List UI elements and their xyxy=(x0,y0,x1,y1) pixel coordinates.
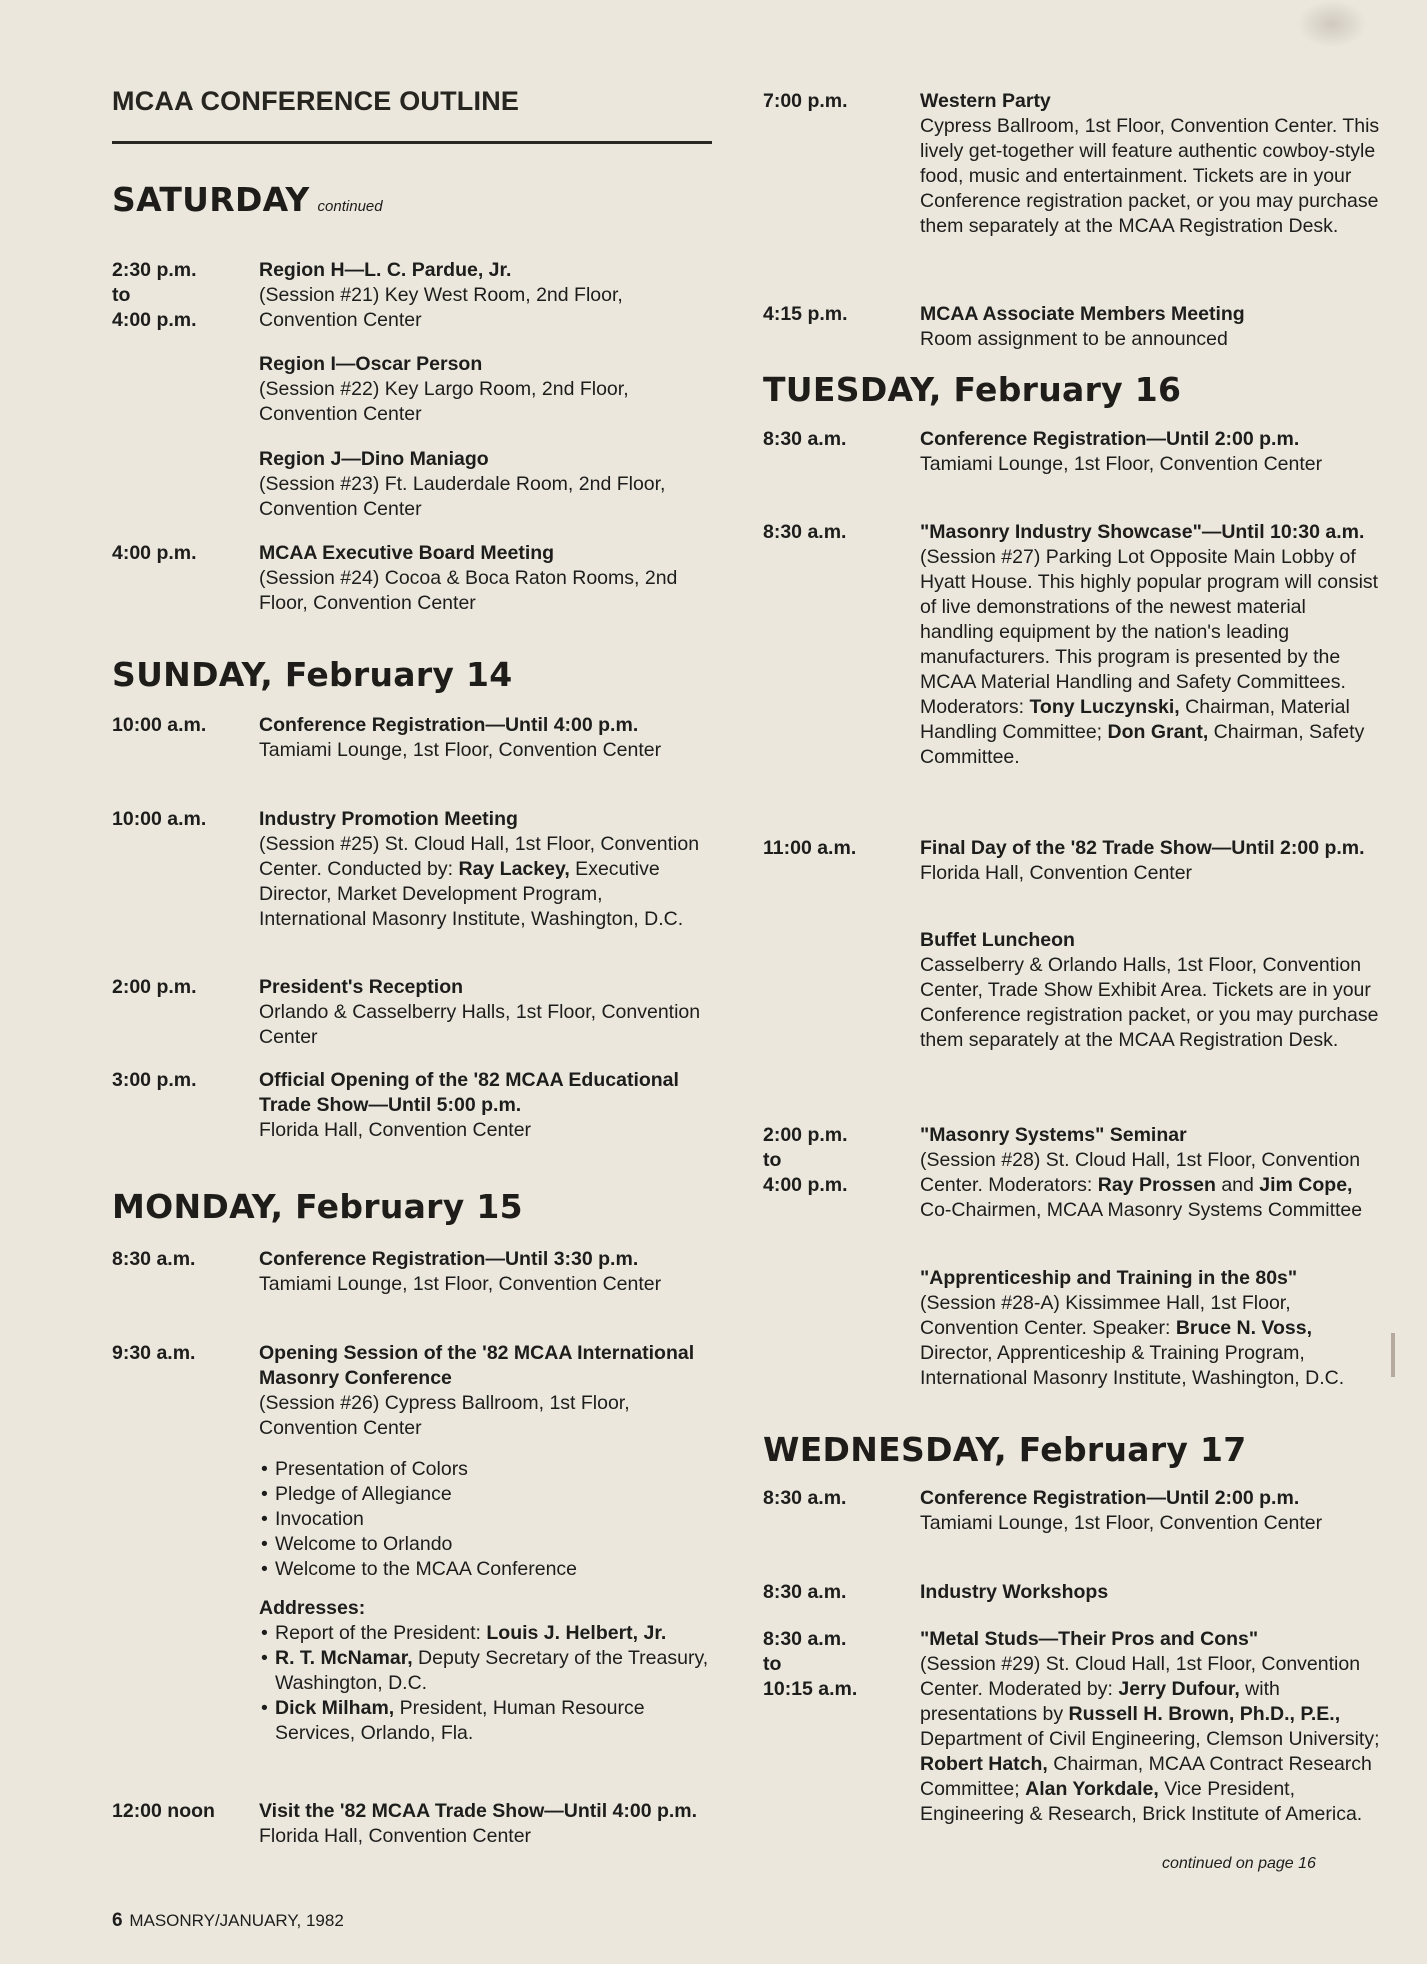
entry-time: 4:00 p.m. xyxy=(112,542,197,564)
entry-description: (Session #28) St. Cloud Hall, 1st Floor, Convention Center. Moderators: Ray Prossen and Jim Cope, Co-Chairmen, MCAA Masonry Systems Committee xyxy=(920,1149,1363,1221)
entry-description: (Session #25) St. Cloud Hall, 1st Floor, Convention Center. Conducted by: Ray Lackey, Executive Director, Market Development Program, International Masonry Institute, Washington, D.C. xyxy=(259,833,700,930)
entry-time: 2:00 p.m. xyxy=(112,976,197,998)
entry-time: 3:00 p.m. xyxy=(112,1069,197,1091)
entry-description: (Session #23) Ft. Lauderdale Room, 2nd Floor, Convention Center xyxy=(259,473,666,520)
entry-description: (Session #21) Key West Room, 2nd Floor, Convention Center xyxy=(259,284,623,331)
entry-title: Opening Session of the '82 MCAA International Masonry Conference xyxy=(259,1342,695,1389)
entry-title: Industry Workshops xyxy=(920,1581,1109,1603)
entry-time: 8:30 a.m. xyxy=(763,1487,847,1509)
list-item: • Dick Milham, President, Human Resource Services, Orlando, Fla. xyxy=(259,1696,709,1746)
entry-time: 11:00 a.m. xyxy=(763,837,857,859)
entry-time: 2:00 p.m. to 4:00 p.m. xyxy=(763,1124,848,1196)
list-item: • Invocation xyxy=(259,1507,709,1532)
entry-time: 2:30 p.m. to 4:00 p.m. xyxy=(112,259,197,331)
person-name: Dick Milham, xyxy=(275,1697,395,1719)
monday-heading: MONDAY, February 15 xyxy=(112,1187,523,1226)
page-title: MCAA CONFERENCE OUTLINE xyxy=(112,86,520,116)
entry-title: "Metal Studs—Their Pros and Cons" xyxy=(920,1628,1259,1650)
entry-title: Region J—Dino Maniago xyxy=(259,448,489,470)
entry-description: Florida Hall, Convention Center xyxy=(259,1119,532,1141)
entry-description: Room assignment to be announced xyxy=(920,328,1228,350)
entry-description: Tamiami Lounge, 1st Floor, Convention Center xyxy=(259,739,662,761)
entry-title: Final Day of the '82 Trade Show—Until 2:00 p.m. xyxy=(920,837,1365,859)
entry-time: 8:30 a.m. xyxy=(112,1248,196,1270)
person-name: Ray Lackey, xyxy=(458,858,570,880)
entry-description: (Session #27) Parking Lot Opposite Main Lobby of Hyatt House. This highly popular program will consist of live demonstrations of the newest material handling equipment by the nation's leading manufacturers. This program is presented by the MCAA Material Handling and Safety Committees. Moderators: Tony Luczynski, Chairman, Material Handling Committee; Don Grant, Chairman, Safety Committee. xyxy=(920,546,1379,768)
addresses-list xyxy=(259,1621,709,1746)
entry-title: "Masonry Systems" Seminar xyxy=(920,1124,1187,1146)
entry-time: 12:00 noon xyxy=(112,1800,215,1822)
person-name: Tony Luczynski, xyxy=(1029,696,1180,718)
entry-description: Cypress Ballroom, 1st Floor, Convention Center. This lively get-together will feature authentic cowboy-style food, music and entertainment. Tickets are in your Conference registration packet, or you may purchase them separately at the MCAA Registration Desk. xyxy=(920,115,1380,237)
entry-time: 10:00 a.m. xyxy=(112,808,207,830)
paper-smudge xyxy=(1297,0,1367,48)
margin-mark xyxy=(1391,1333,1395,1377)
entry-description: Orlando & Casselberry Halls, 1st Floor, Convention Center xyxy=(259,1001,701,1048)
entry-description: Tamiami Lounge, 1st Floor, Convention Center xyxy=(920,453,1323,475)
entry-time: 7:00 p.m. xyxy=(763,90,848,112)
list-item: • R. T. McNamar, Deputy Secretary of the Treasury, Washington, D.C. xyxy=(259,1646,709,1696)
person-name: Russell H. Brown, Ph.D., P.E., xyxy=(1068,1703,1341,1725)
person-name: Ray Prossen xyxy=(1097,1174,1216,1196)
entry-title: "Apprenticeship and Training in the 80s" xyxy=(920,1267,1298,1289)
page-footer xyxy=(112,1910,344,1932)
person-name: Don Grant, xyxy=(1107,721,1209,743)
entry-title: Buffet Luncheon xyxy=(920,929,1075,951)
entry-title: MCAA Executive Board Meeting xyxy=(259,542,555,564)
entry-title: Industry Promotion Meeting xyxy=(259,808,518,830)
entry-title: "Masonry Industry Showcase"—Until 10:30 a.m. xyxy=(920,521,1365,543)
person-name: Robert Hatch, xyxy=(920,1753,1048,1775)
entry-time: 4:15 p.m. xyxy=(763,303,848,325)
addresses-label: Addresses: xyxy=(259,1597,366,1619)
entry-title: Conference Registration—Until 4:00 p.m. xyxy=(259,714,639,736)
entry-time: 10:00 a.m. xyxy=(112,714,207,736)
entry-description: Casselberry & Orlando Halls, 1st Floor, Convention Center, Trade Show Exhibit Area. Tickets are in your Conference registration packet, or you may purchase them separately at the MCAA Registration Desk. xyxy=(920,954,1379,1051)
entry-time: 8:30 a.m. xyxy=(763,521,847,543)
person-name: Louis J. Helbert, Jr. xyxy=(486,1622,667,1644)
entry-description: (Session #26) Cypress Ballroom, 1st Floor, Convention Center xyxy=(259,1392,630,1439)
entry-description: (Session #29) St. Cloud Hall, 1st Floor, Convention Center. Moderated by: Jerry Dufour, with presentations by Russell H. Brown, Ph.D., P.E., Department of Civil Engineering, Clemson University; Robert Hatch, Chairman, MCAA Contract Research Committee; Alan Yorkdale, Vice President, Engineering & Research, Brick Institute of America. xyxy=(920,1653,1380,1825)
person-name: Jim Cope, xyxy=(1259,1174,1353,1196)
entry-description: (Session #22) Key Largo Room, 2nd Floor, Convention Center xyxy=(259,378,629,425)
list-item: • Report of the President: Louis J. Helbert, Jr. xyxy=(259,1621,709,1646)
entry-title: Official Opening of the '82 MCAA Educational Trade Show—Until 5:00 p.m. xyxy=(259,1069,679,1116)
list-item: • Welcome to the MCAA Conference xyxy=(259,1557,709,1582)
entry-title: Visit the '82 MCAA Trade Show—Until 4:00 p.m. xyxy=(259,1800,698,1822)
entry-time: 9:30 a.m. xyxy=(112,1342,196,1364)
entry-time: 8:30 a.m. xyxy=(763,428,847,450)
publication-line: MASONRY/JANUARY, 1982 xyxy=(129,1911,344,1930)
entry-description: Tamiami Lounge, 1st Floor, Convention Center xyxy=(259,1273,662,1295)
entry-time: 8:30 a.m. to 10:15 a.m. xyxy=(763,1628,858,1700)
tuesday-heading: TUESDAY, February 16 xyxy=(763,370,1182,409)
continued-note: continued on page 16 xyxy=(1162,1855,1316,1872)
person-name: Jerry Dufour, xyxy=(1118,1678,1240,1700)
page-number: 6 xyxy=(112,1910,123,1931)
saturday-heading xyxy=(112,180,383,219)
sunday-heading: SUNDAY, February 14 xyxy=(112,655,513,694)
title-divider xyxy=(112,141,712,144)
entry-title: Conference Registration—Until 2:00 p.m. xyxy=(920,1487,1300,1509)
saturday-title: SATURDAY xyxy=(112,180,310,219)
saturday-continued: continued xyxy=(317,198,383,215)
entry-title: Conference Registration—Until 2:00 p.m. xyxy=(920,428,1300,450)
entry-description: Tamiami Lounge, 1st Floor, Convention Center xyxy=(920,1512,1323,1534)
entry-title: Region H—L. C. Pardue, Jr. xyxy=(259,259,512,281)
entry-description: (Session #28-A) Kissimmee Hall, 1st Floor, Convention Center. Speaker: Bruce N. Voss, Director, Apprenticeship & Training Program, International Masonry Institute, Washington, D.C. xyxy=(920,1292,1345,1389)
entry-title: Western Party xyxy=(920,90,1051,112)
entry-description: (Session #24) Cocoa & Boca Raton Rooms, 2nd Floor, Convention Center xyxy=(259,567,678,614)
program-list xyxy=(259,1457,709,1582)
entry-title: Conference Registration—Until 3:30 p.m. xyxy=(259,1248,639,1270)
entry-title: Region I—Oscar Person xyxy=(259,353,483,375)
list-item: • Presentation of Colors xyxy=(259,1457,709,1482)
list-item: • Welcome to Orlando xyxy=(259,1532,709,1557)
entry-title: President's Reception xyxy=(259,976,464,998)
list-item: • Pledge of Allegiance xyxy=(259,1482,709,1507)
entry-time: 8:30 a.m. xyxy=(763,1581,847,1603)
entry-description: Florida Hall, Convention Center xyxy=(920,862,1193,884)
person-name: Bruce N. Voss, xyxy=(1175,1317,1313,1339)
wednesday-heading: WEDNESDAY, February 17 xyxy=(763,1430,1247,1469)
entry-description: Florida Hall, Convention Center xyxy=(259,1825,532,1847)
entry-title: MCAA Associate Members Meeting xyxy=(920,303,1245,325)
person-name: Alan Yorkdale, xyxy=(1025,1778,1159,1800)
person-name: R. T. McNamar, xyxy=(275,1647,413,1669)
